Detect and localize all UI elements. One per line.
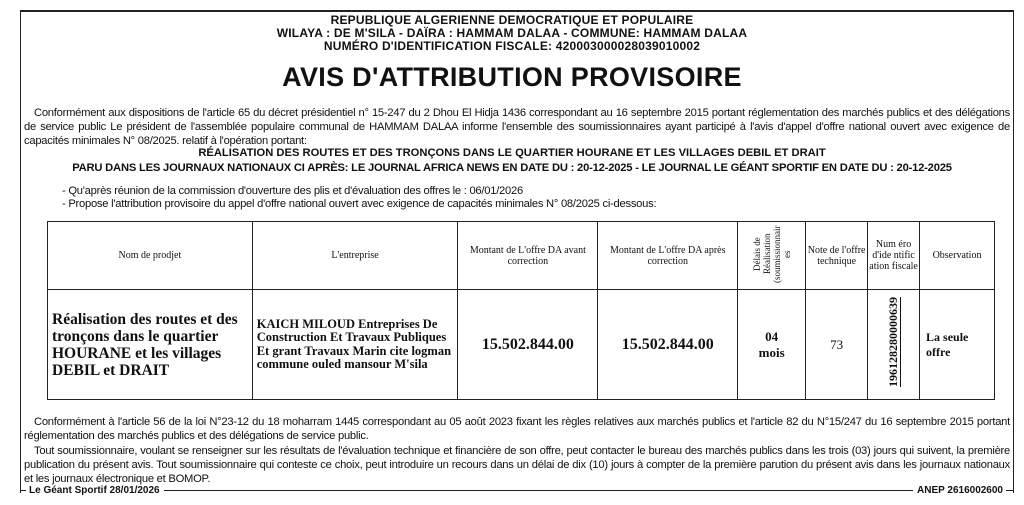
col-project: Nom de prodjet [48, 222, 253, 290]
cell-nif: 196128280000639 [868, 290, 920, 400]
col-delay: Délais de Réalisation (soumissionnair es [738, 222, 806, 290]
footer-source: Le Géant Sportif 28/01/2026 [29, 485, 160, 496]
col-observation: Observation [920, 222, 995, 290]
recourse-paragraph: Tout soumissionnaire, voulant se renseigner sur les résultats de l'évaluation technique et financière de son offre, peut contacter le bureau des marchés publics dans les trois (03) jours qui suivent, la première publication du présent avis. Tout soumissionnaire qui conteste ce choix, peut introduire un recours dans un délai de dix (10) jours à compter de la première parution du présent avis dans les journaux nationaux et les journaux électronique et BOMOP. [24, 445, 1010, 486]
attribution-table [47, 221, 995, 400]
col-note: Note de l'offre technique [806, 222, 868, 290]
col-nif: Num éro d'ide ntific ation fiscale [868, 222, 920, 290]
header-nif: NUMÉRO D'IDENTIFICATION FISCALE: 420003000028039010002 [323, 39, 701, 53]
bullet-meeting: - Qu'après réunion de la commission d'ouverture des plis et d'évaluation des offres le : 06/01/2026 [62, 185, 523, 197]
cell-company: KAICH MILOUD Entreprises De Construction Et Travaux Publiques Et grant Travaux Marin cite logman commune ouled mansour M'sila [252, 290, 458, 400]
footer-anep: ANEP 2616002600 [917, 485, 1003, 496]
cell-delay: 04 mois [738, 290, 806, 400]
journals-line: PARU DANS LES JOURNAUX NATIONAUX CI APRÈS: LE JOURNAL AFRICA NEWS EN DATE DU : 20-12-2025 - LE JOURNAL LE GÉANT SPORTIF EN DATE DU : 20-12-2025 [72, 162, 952, 174]
footer [20, 485, 1014, 496]
cell-note: 73 [806, 290, 868, 400]
cell-amount-before: 15.502.844.00 [458, 290, 598, 400]
cell-project: Réalisation des routes et des tronçons dans le quartier HOURANE et les villages DEBIL et DRAIT [48, 290, 253, 400]
col-amount-before: Montant de L'offre DA avant correction [458, 222, 598, 290]
table-row [48, 290, 995, 400]
intro-paragraph: Conformément aux dispositions de l'article 65 du décret présidentiel n° 15-247 du 2 Dhou El Hidja 1436 correspondant au 16 septembre 2015 portant réglementation des marchés publics et des délégations de service public Le président de l'assemblée populaire communal de HAMMAM DALAA informe l'ensemble des soumissionnaires ayant participé à l'avis d'appel d'offre national ouvert avec exigence de capacités minimales N° 08/2025. relatif à l'opération portant: [24, 107, 1010, 148]
page-title: AVIS D'ATTRIBUTION PROVISOIRE [282, 62, 742, 92]
cell-amount-after: 15.502.844.00 [598, 290, 738, 400]
legal-paragraph: Conformément à l'article 56 de la loi N°23-12 du 18 moharram 1445 correspondant au 05 août 2023 fixant les règles relatives aux marchés publics et l'article 82 du N°15/247 du 16 septembre 2015 portant réglementation des marchés publics et des délégations de service public. [24, 416, 1010, 443]
bullet-proposal: - Propose l'attribution provisoire du appel d'offre national ouvert avec exigence de capacités minimales N° 08/2025 ci-dessous: [62, 198, 657, 210]
col-amount-after: Montant de L'offre DA après correction [598, 222, 738, 290]
cell-observation: La seule offre [920, 290, 995, 400]
table-header-row [48, 222, 995, 290]
col-company: L'entreprise [252, 222, 458, 290]
operation-title: RÉALISATION DES ROUTES ET DES TRONÇONS DANS LE QUARTIER HOURANE ET LES VILLAGES DEBIL ET DRAIT [198, 147, 826, 159]
header-republic: REPUBLIQUE ALGERIENNE DEMOCRATIQUE ET POPULAIRE [330, 13, 694, 27]
header-wilaya: WILAYA : DE M'SILA - DAÏRA : HAMMAM DALAA - COMMUNE: HAMMAM DALAA [276, 26, 748, 40]
